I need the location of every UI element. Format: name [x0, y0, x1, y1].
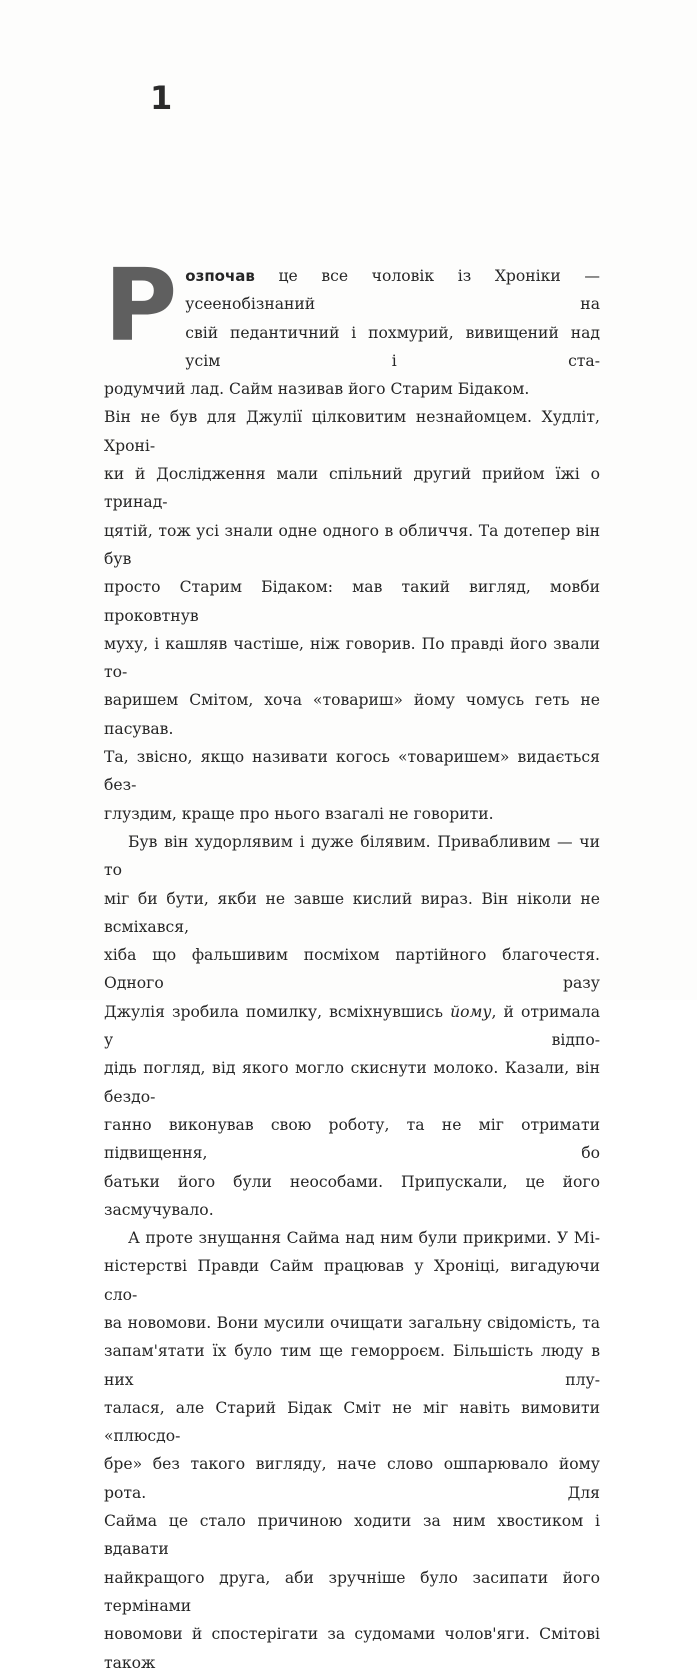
- chapter-number: 1: [150, 79, 173, 117]
- text-line: Сайма це стало причиною ходити за ним хвостиком і вдавати: [104, 1512, 600, 1559]
- text-line: ганно виконував свою роботу, та не міг отримати підвищення, бо: [104, 1115, 600, 1163]
- italic-word: йому: [450, 1002, 492, 1021]
- text-fragment: , й отримала у відпо-: [104, 1002, 600, 1050]
- lead-word: озпочав: [185, 267, 255, 285]
- text-line: новомови й спостерігати за судомами чолов'яги. Смітові також: [104, 1625, 600, 1672]
- text-line: ністерстві Правди Сайм працював у Хроніці, вигадуючи сло-: [104, 1257, 600, 1304]
- text-line: Та, звісно, якщо називати когось «товаришем» видається без-: [104, 748, 600, 795]
- text-line: свій педантичний і похмурий, вивищений над усім і ста-: [185, 323, 600, 370]
- text-line: просто Старим Бідаком: мав такий вигляд, мовби проковтнув: [104, 578, 600, 625]
- text-line: А проте знущання Сайма над ним були прикрими. У Мі-: [128, 1229, 600, 1248]
- paragraph-1: [104, 247, 600, 828]
- drop-cap: Р: [104, 247, 178, 364]
- text-line: Він не був для Джулії цілковитим незнайомцем. Худліт, Хроні-: [104, 408, 600, 455]
- text-line: бре» без такого вигляду, наче слово ошпарювало йому рота. Для: [104, 1455, 600, 1502]
- text-line: це все чоловік із Хроніки — усеенобізнаний на: [185, 267, 600, 314]
- text-line: глуздим, краще про нього взагалі не говорити.: [104, 804, 494, 823]
- text-line: батьки його були неособами. Припускали, це його засмучувало.: [104, 1172, 600, 1219]
- text-line: Був він худорлявим і дуже білявим. Привабливим — чи то: [104, 832, 600, 880]
- text-line: дідь погляд, від якого могло скиснути молоко. Казали, він бездо-: [104, 1059, 600, 1106]
- text-line: міг би бути, якби не завше кислий вираз. Він ніколи не всміхався,: [104, 889, 600, 936]
- paragraph-3: [104, 1224, 600, 1677]
- text-line: ки й Дослідження мали спільний другий прийом їжі о тринад-: [104, 465, 600, 512]
- text-line: ва новомови. Вони мусили очищати загальну свідомість, та: [104, 1313, 600, 1332]
- text-line: родумчий лад. Сайм називав його Старим Бідаком.: [104, 380, 530, 399]
- text-line: муху, і кашляв частіше, ніж говорив. По правді його звали то-: [104, 634, 600, 682]
- text-line: найкращого друга, аби зручніше було засипати його термінами: [104, 1568, 600, 1615]
- text-line: запам'ятати їх було тим ще геморроєм. Більшість люду в них плу-: [104, 1342, 600, 1389]
- chapter-text: [104, 247, 600, 1677]
- text-line: хіба що фальшивим посміхом партійного благочестя. Одного разу: [104, 946, 600, 993]
- text-line: талася, але Старий Бідак Сміт не міг навіть вимовити «плюсдо-: [104, 1398, 600, 1446]
- text-fragment: Джулія зробила помилку, всміхнувшись: [104, 1002, 451, 1021]
- paragraph-2: [104, 828, 600, 1224]
- text-line-with-italic: [104, 998, 600, 1055]
- text-line: варишем Смітом, хоча «товариш» йому чомусь геть не пасував.: [104, 691, 600, 738]
- text-line: цятій, тож усі знали одне одного в обличчя. Та дотепер він був: [104, 521, 600, 568]
